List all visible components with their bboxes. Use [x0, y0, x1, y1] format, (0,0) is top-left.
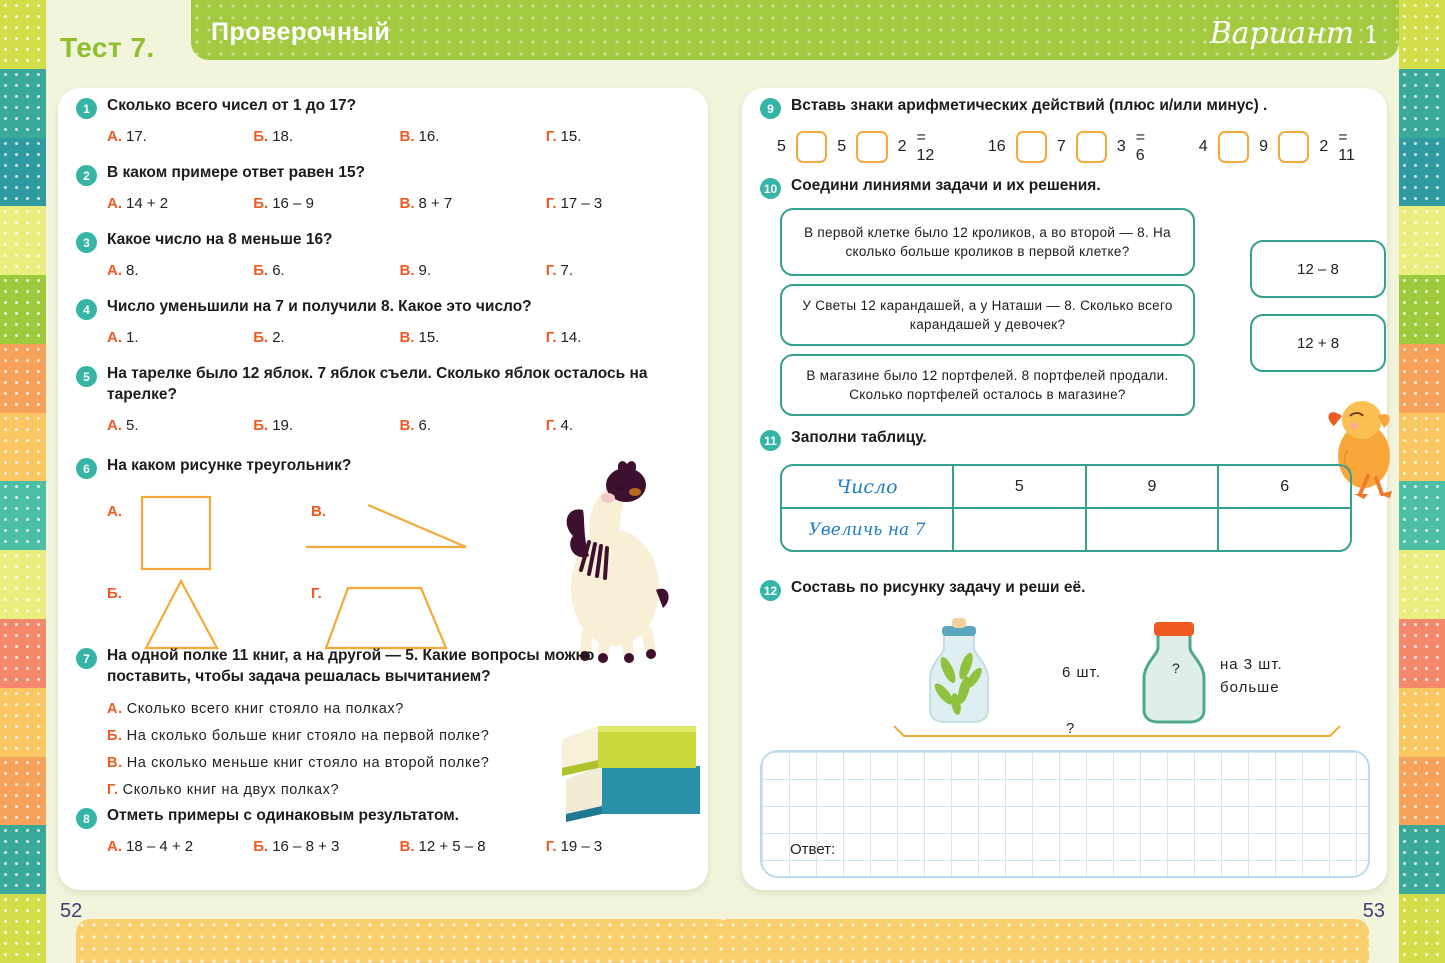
question-badge-5: 5	[76, 366, 97, 387]
option-key: Г.	[545, 329, 557, 346]
operand-2: 7	[1056, 138, 1066, 155]
bottom-band-right	[715, 919, 1370, 963]
llama-illustration	[523, 458, 703, 668]
operand-1: 4	[1198, 138, 1208, 155]
question-text-6: На каком рисунке треугольник?	[107, 457, 352, 474]
option-key: Б.	[253, 417, 269, 435]
option-key: Б.	[253, 329, 269, 346]
option-8-b[interactable]	[253, 838, 399, 855]
right-bottle-label	[1220, 654, 1283, 699]
option-value: 5.	[126, 417, 139, 435]
option-1-g[interactable]	[546, 128, 692, 145]
question-text-10: Соедини линиями задачи и их решения.	[791, 177, 1101, 194]
solution-box-1[interactable]: 12 – 8	[1250, 240, 1386, 298]
option-1-b[interactable]	[253, 128, 399, 145]
question-text-8: Отметь примеры с одинаковым результатом.	[107, 807, 459, 824]
question-badge-2: 2	[76, 165, 97, 186]
equation-result: = 12	[916, 129, 935, 164]
sign-slot-4[interactable]	[1076, 131, 1107, 163]
option-value: 16.	[418, 128, 440, 145]
bottom-decorative-band	[46, 919, 1399, 963]
option-key: А.	[107, 701, 123, 718]
option-value: 8 + 7	[418, 195, 453, 212]
question-badge-12: 12	[760, 580, 781, 601]
question-1	[76, 96, 692, 145]
equation-result: = 11	[1338, 129, 1355, 164]
right-label-line1: на 3 шт.	[1220, 656, 1283, 673]
option-1-a[interactable]	[107, 128, 253, 145]
option-key: Б.	[253, 262, 269, 279]
total-question-mark: ?	[1066, 720, 1075, 737]
operand-1: 5	[777, 138, 786, 155]
table-cell-n2: 9	[1087, 466, 1220, 507]
bottle-left-stopper	[952, 618, 966, 628]
option-value: 16 – 9	[272, 195, 314, 212]
operand-2: 5	[837, 138, 847, 155]
question-5	[76, 364, 692, 434]
operand-2: 9	[1259, 138, 1268, 155]
option-value: 6.	[418, 417, 432, 435]
question-text-7: На одной полке 11 книг, а на другой — 5. Какие вопросы можно поставить, чтобы задача решалась вычитанием?	[107, 647, 595, 685]
option-key: Г.	[545, 262, 557, 279]
operand-3: 2	[1319, 138, 1329, 155]
shape-open-angle[interactable]	[306, 505, 466, 547]
table-row-numbers	[782, 466, 1350, 509]
option-key: В.	[399, 262, 415, 279]
sign-slot-6[interactable]	[1278, 131, 1309, 163]
question-text-12: Составь по рисунку задачу и реши её.	[791, 579, 1086, 596]
shape-trapezoid[interactable]	[326, 588, 446, 648]
option-key: Г.	[545, 128, 557, 145]
option-2-a[interactable]	[107, 195, 253, 212]
question-badge-8: 8	[76, 808, 97, 829]
sign-slot-1[interactable]	[796, 131, 827, 163]
question-badge-1: 1	[76, 98, 97, 119]
option-5-a[interactable]	[107, 417, 253, 434]
table-cell-n3: 6	[1280, 477, 1290, 495]
option-value: 14 + 2	[126, 195, 169, 212]
operand-3: 3	[1116, 138, 1126, 155]
page-number-right: 53	[1362, 900, 1385, 922]
header-banner	[191, 0, 1399, 60]
option-key: А.	[107, 329, 122, 346]
option-8-g[interactable]	[546, 838, 692, 855]
option-value: 17 – 3	[560, 195, 603, 212]
option-2-v[interactable]	[400, 195, 546, 212]
question-text-1: Сколько всего чисел от 1 до 17?	[107, 97, 357, 114]
solution-box-2[interactable]: 12 + 8	[1250, 314, 1386, 372]
table-input-2[interactable]	[1087, 509, 1220, 550]
option-value: 16 – 8 + 3	[272, 838, 340, 855]
option-value: 19.	[272, 417, 294, 435]
variant-number: 1	[1363, 21, 1379, 49]
question-11	[760, 428, 1371, 451]
option-key: Г.	[545, 838, 557, 855]
option-value: На сколько меньше книг стояло на второй полке?	[126, 755, 490, 772]
option-key: Б.	[253, 128, 269, 145]
shapes-svg	[136, 493, 556, 653]
question-badge-7: 7	[76, 648, 97, 669]
option-4-v[interactable]	[400, 329, 546, 346]
question-badge-11: 11	[760, 430, 781, 451]
option-value: Сколько всего книг стояло на полках?	[126, 701, 404, 718]
answer-label: Ответ:	[790, 841, 836, 858]
option-value: 18 – 4 + 2	[126, 838, 194, 855]
problem-text: У Светы 12 карандашей, а у Наташи — 8. Сколько всего карандашей у девочек?	[802, 297, 1173, 332]
option-value: 1.	[126, 329, 139, 346]
left-page-card	[58, 88, 708, 890]
option-key: А.	[107, 195, 122, 212]
variant-label	[1210, 16, 1379, 51]
shape-label-v: В.	[311, 503, 326, 520]
option-key: В.	[399, 838, 415, 855]
sign-slot-3[interactable]	[1016, 131, 1047, 163]
option-5-v[interactable]	[400, 417, 546, 434]
option-2-g[interactable]	[546, 195, 692, 212]
question-text-2: В каком примере ответ равен 15?	[107, 164, 366, 181]
option-2-b[interactable]	[253, 195, 399, 212]
table-cell-n1: 5	[954, 466, 1087, 507]
option-key: А.	[107, 262, 122, 279]
left-bottle-label: 6 шт.	[1062, 664, 1101, 681]
options-8	[76, 838, 692, 855]
table-input-1[interactable]	[954, 509, 1087, 550]
option-key: В.	[399, 417, 415, 435]
option-3-b[interactable]	[253, 262, 399, 279]
operand-1: 16	[987, 138, 1006, 155]
problem-text: В первой клетке было 12 кроликов, а во второй — 8. На сколько больше кроликов в первой клетке?	[804, 224, 1171, 259]
question-8	[76, 806, 692, 855]
option-key: В.	[399, 195, 415, 212]
table-row-increase	[782, 509, 1350, 550]
option-key: А.	[107, 838, 122, 855]
option-value: 15.	[560, 128, 582, 145]
equation-3	[1194, 129, 1371, 165]
question-badge-9: 9	[760, 98, 781, 119]
problem-text: В магазине было 12 портфелей. 8 портфелей продали. Сколько портфелей осталось в магазине?	[806, 367, 1169, 402]
variant-word: Вариант	[1209, 16, 1355, 51]
option-value: 6.	[272, 262, 285, 279]
question-12	[760, 578, 1371, 601]
question-badge-3: 3	[76, 232, 97, 253]
options-5	[76, 417, 692, 434]
option-value: 2.	[272, 329, 285, 346]
option-value: 19 – 3	[560, 838, 603, 855]
option-8-a[interactable]	[107, 838, 253, 855]
shape-square[interactable]	[142, 497, 210, 569]
table-header-chislo: Число	[782, 466, 954, 507]
sign-slot-5[interactable]	[1218, 131, 1249, 163]
bottle-right	[1144, 634, 1204, 722]
option-5-b[interactable]	[253, 417, 399, 434]
equation-result: = 6	[1135, 129, 1146, 164]
option-3-g[interactable]	[546, 262, 692, 279]
question-text-3: Какое число на 8 меньше 16?	[107, 231, 333, 248]
options-2	[76, 195, 692, 212]
bottle-right-cap	[1154, 622, 1194, 636]
question-badge-10: 10	[760, 178, 781, 199]
option-key: Г.	[545, 195, 557, 212]
option-value: На сколько больше книг стояло на первой полке?	[126, 728, 490, 745]
options-1	[76, 128, 692, 145]
question-badge-4: 4	[76, 299, 97, 320]
table-input-3[interactable]	[1219, 509, 1350, 550]
page-header	[46, 0, 1399, 80]
option-key: В.	[107, 755, 123, 772]
option-value: 15.	[418, 329, 440, 346]
option-key: А.	[107, 417, 122, 435]
right-label-line2: больше	[1220, 678, 1280, 696]
question-text-5: На тарелке было 12 яблок. 7 яблок съели. Сколько яблок осталось на тарелке?	[107, 365, 648, 403]
table-header-uvelich: Увеличь на 7	[782, 509, 954, 550]
question-badge-6: 6	[76, 458, 97, 479]
option-4-g[interactable]	[546, 329, 692, 346]
option-value: 17.	[126, 128, 147, 145]
question-text-11: Заполни таблицу.	[791, 429, 927, 446]
header-title: Проверочный	[211, 18, 391, 46]
option-7-a[interactable]	[107, 701, 692, 717]
option-key: Б.	[107, 728, 123, 745]
equation-1	[772, 129, 950, 165]
option-value: 4.	[560, 417, 574, 435]
question-4	[76, 297, 692, 346]
option-5-g[interactable]	[546, 417, 692, 434]
shape-triangle[interactable]	[146, 581, 217, 648]
equations-row-9	[760, 129, 1371, 165]
total-brace	[894, 726, 1340, 736]
option-value: 7.	[560, 262, 574, 279]
test-label: Тест 7.	[60, 32, 155, 63]
question-2	[76, 163, 692, 212]
left-decorative-border	[0, 0, 46, 963]
option-key: Г.	[107, 782, 119, 799]
option-8-v[interactable]	[400, 838, 546, 855]
sign-slot-2[interactable]	[856, 131, 887, 163]
option-key: В.	[399, 329, 415, 346]
options-4	[76, 329, 692, 346]
problem-box-3[interactable]	[780, 354, 1195, 416]
option-key: Г.	[545, 417, 557, 435]
problem-box-1[interactable]	[780, 208, 1195, 276]
page-number-left: 52	[60, 900, 83, 922]
operand-3: 2	[897, 138, 907, 155]
question-3	[76, 230, 692, 279]
right-bottle-question-mark: ?	[1172, 660, 1180, 676]
shape-label-b: Б.	[107, 585, 122, 602]
shape-label-g: Г.	[311, 585, 322, 602]
option-3-v[interactable]	[400, 262, 546, 279]
question-text-9: Вставь знаки арифметических действий (плюс и/или минус) .	[791, 97, 1268, 114]
option-value: 9.	[418, 262, 432, 279]
option-key: Б.	[253, 195, 269, 212]
question-text-4: Число уменьшили на 7 и получили 8. Какое это число?	[107, 298, 532, 315]
question-10	[760, 176, 1371, 199]
answer-grid-area[interactable]	[760, 750, 1370, 878]
option-1-v[interactable]	[400, 128, 546, 145]
option-value: 18.	[272, 128, 294, 145]
right-page-card	[742, 88, 1387, 890]
option-value: Сколько книг на двух полках?	[122, 782, 340, 799]
option-key: В.	[399, 128, 415, 145]
bottom-band-left	[76, 919, 731, 963]
option-4-b[interactable]	[253, 329, 399, 346]
bottles-diagram	[882, 608, 1362, 738]
question-9	[760, 96, 1371, 165]
option-value: 12 + 5 – 8	[418, 838, 486, 855]
option-3-a[interactable]	[107, 262, 253, 279]
option-key: А.	[107, 128, 122, 145]
number-table-11	[780, 464, 1352, 552]
option-key: Б.	[253, 838, 269, 855]
option-value: 14.	[560, 329, 582, 346]
equation-2	[983, 129, 1161, 165]
option-value: 8.	[126, 262, 139, 279]
option-4-a[interactable]	[107, 329, 253, 346]
problem-box-2[interactable]	[780, 284, 1195, 346]
shape-label-a: А.	[107, 503, 122, 520]
options-3	[76, 262, 692, 279]
